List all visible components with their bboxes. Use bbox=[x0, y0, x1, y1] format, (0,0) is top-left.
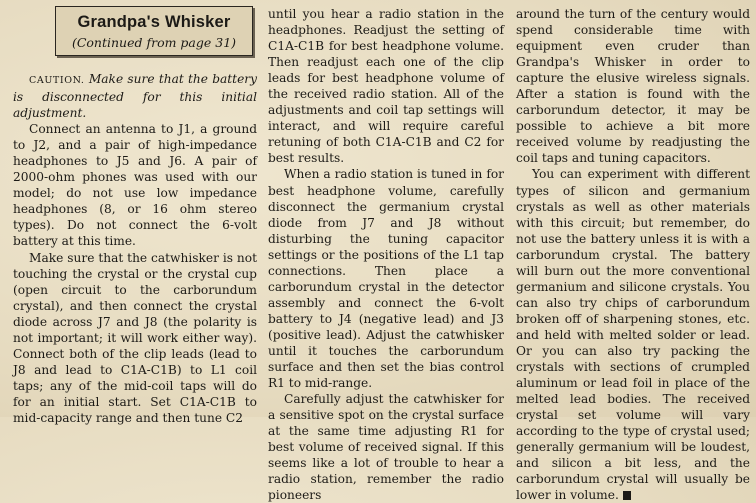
paragraph: Make sure that the catwhisker is not touching the crystal or the crystal cup (open circuit to the carborundum crystal), and then connect the crystal diode across J7 and J8 (the polarity is not important; it will work either way). Connect both of the clip leads (lead to J8 and lead to C1A-C1B) to L1 coil taps; any of the mid-coil taps will do for an initial start. Set C1A-C1B to mid-capacity range and then tune C2 bbox=[13, 250, 257, 425]
paragraph-text: You can experiment with different types of silicon and germanium crystals as well as other materials with this circuit; but remember, do not use the battery unless it is with a carborundum crystal. The battery will burn out the more conventional germanium and silicone crystals. You can also try chips of carborundum broken off of sharpening stones, etc. and held with melted solder or lead. Or you can also try packing the crystals with sections of crumpled aluminum or lead foil in place of the melted lead bodies. The received crystal set volume will vary according to the type of crystal used; generally germanium will be loudest, and silicon a bit less, and the carborundum crystal will usually be lower in volume. bbox=[516, 167, 750, 503]
paragraph: Connect an antenna to J1, a ground to J2, and a pair of high-impedance headphones to J5 and J6. A pair of 2000-ohm phones was used with our model; do not use low impedance headphones (8, or 16 ohm stereo types). Do not connect the 6-volt battery at this time. bbox=[13, 122, 257, 249]
article-header-box bbox=[55, 6, 253, 56]
article-title: Grandpa's Whisker bbox=[77, 13, 231, 31]
caution-paragraph bbox=[13, 71, 257, 121]
column-2 bbox=[268, 6, 504, 503]
last-paragraph bbox=[516, 166, 750, 503]
continued-note: (Continued from page 31) bbox=[71, 35, 237, 50]
caution-label: CAUTION. bbox=[29, 75, 85, 86]
column-1 bbox=[13, 0, 257, 426]
paragraph: When a radio station is tuned in for best headphone volume, carefully disconnect the germanium crystal diode from J7 and J8 without disturbing the tuning capacitor settings or the positions of the L1 tap connections. Then place a carborundum crystal in the detector assembly and connect the 6-volt battery to J4 (negative lead) and J3 (positive lead). Adjust the catwhisker until it touches the carborundum surface and then set the bias control R1 to mid-range. bbox=[268, 167, 504, 391]
paragraph: until you hear a radio station in the headphones. Readjust the setting of C1A-C1B for best headphone volume. Then readjust each one of the clip leads for best headphone volume of the received radio station. All of the adjustments and coil tap settings will interact, and will require careful retuning of both C1A-C1B and C2 for best results. bbox=[268, 7, 504, 166]
paragraph: Carefully adjust the catwhisker for a sensitive spot on the crystal surface at the same time adjusting R1 for best volume of received signal. If this seems like a lot of trouble to hear a radio station, remember the radio pioneers bbox=[268, 392, 504, 503]
caution-text: Make sure that the battery is disconnected for this initial adjustment. bbox=[13, 72, 258, 121]
column-3 bbox=[516, 6, 750, 503]
paragraph: around the turn of the century would spend considerable time with equipment even cruder than Grandpa's Whisker in order to capture the elusive wireless signals. After a station is found with the carborundum detector, it may be possible to achieve a bit more received volume by readjusting the coil taps and tuning capacitors. bbox=[516, 7, 750, 166]
end-of-article-icon bbox=[623, 491, 631, 500]
